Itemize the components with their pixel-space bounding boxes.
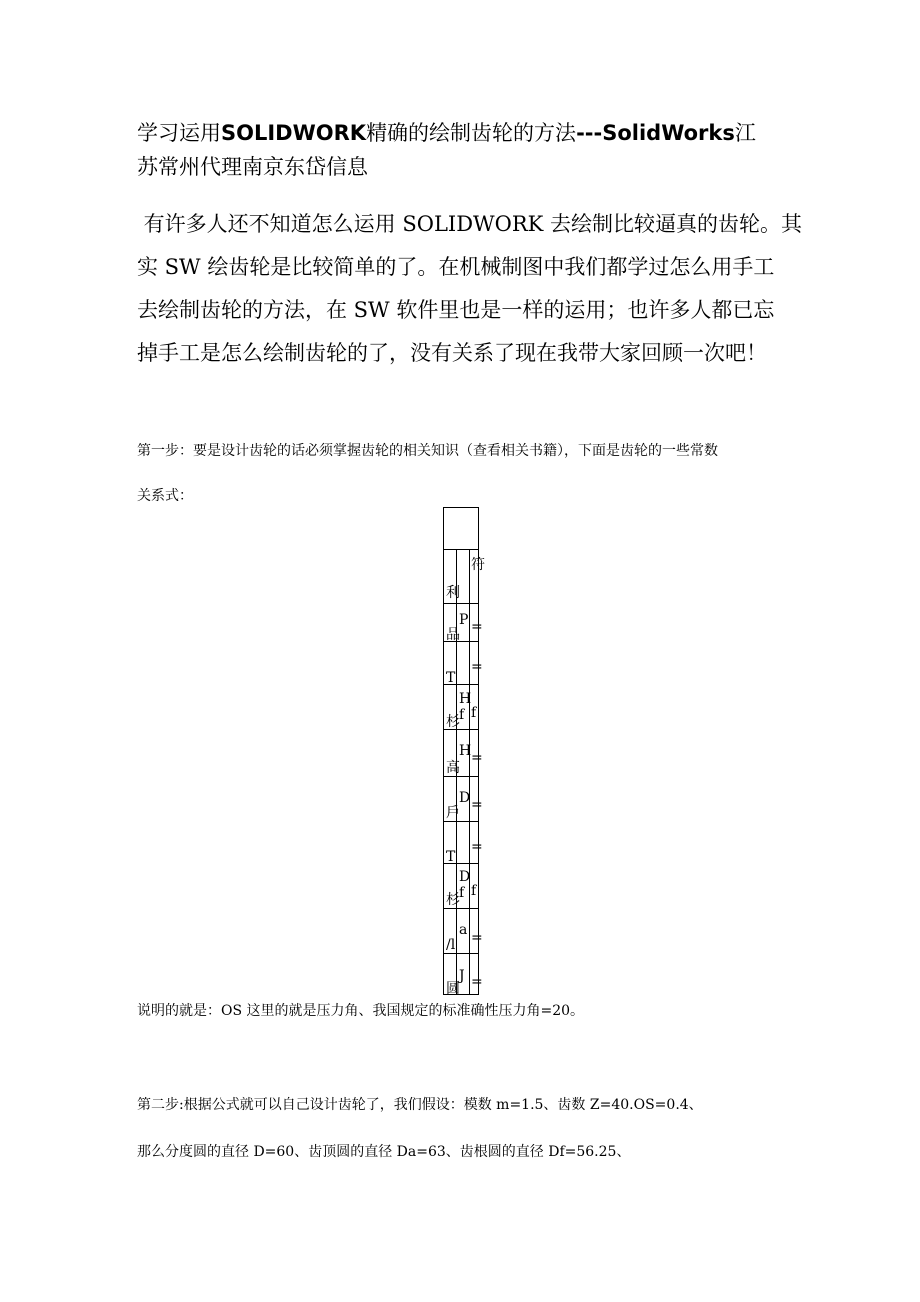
intro-line: 实 SW 绘齿轮是比较简单的了。在机械制图中我们都学过怎么用手工 — [137, 255, 775, 279]
step1-line-2: 关系式： — [137, 488, 193, 504]
table-cell: D — [459, 790, 471, 806]
table-cell: H — [459, 743, 472, 759]
table-cell: f — [471, 705, 477, 721]
table-cell: 圆 — [446, 981, 460, 997]
table-cell: J — [459, 968, 465, 984]
intro-line: 去绘制齿轮的方法，在 SW 软件里也是一样的运用；也许多人都已忘 — [137, 298, 775, 322]
table-cell: 高 — [446, 760, 460, 776]
table-cell: = — [471, 930, 483, 946]
table-cell: = — [471, 659, 483, 675]
step2-line-2: 那么分度圆的直径 D=60、齿顶圆的直径 Da=63、齿根圆的直径 Df=56.25、 — [137, 1144, 631, 1160]
table-cell: f — [459, 885, 465, 901]
table-cell: a — [459, 922, 468, 938]
table-cell: = — [471, 839, 483, 855]
intro-paragraph — [137, 203, 803, 375]
title-part: 江 — [734, 121, 756, 145]
step2-line-1: 第二步:根据公式就可以自己设计齿轮了，我们假设：模数 m=1.5、齿数 Z=40.OS=0.4、 — [137, 1097, 703, 1113]
intro-line: 有许多人还不知道怎么运用 SOLIDWORK 去绘制比较逼真的齿轮。其 — [137, 212, 803, 236]
note-text: 说明的就是：OS 这里的就是压力角、我国规定的标准确性压力角=20。 — [137, 1003, 585, 1019]
table-cell: T — [446, 849, 456, 865]
table-header-cell — [444, 508, 478, 550]
table-cell: 利 — [446, 585, 460, 601]
table-cell: = — [471, 797, 483, 813]
table-cell: 杉 — [446, 714, 460, 730]
table-cell: 符 — [471, 557, 485, 573]
table-row-divider — [444, 953, 478, 954]
title-line-2: 苏常州代理南京东岱信息 — [137, 155, 368, 179]
table-cell: /l — [446, 937, 456, 953]
table-row-divider — [444, 603, 478, 604]
intro-line: 掉手工是怎么绘制齿轮的了，没有关系了现在我带大家回顾一次吧！ — [137, 341, 767, 365]
table-cell: H — [459, 691, 472, 707]
table-cell: P — [459, 612, 469, 628]
table-cell: f — [459, 707, 465, 723]
title-part-solidwork: SOLIDWORK — [221, 121, 367, 145]
title-part-solidworks: ---SolidWorks — [576, 121, 735, 145]
title-part: 精确的绘制齿轮的方法 — [366, 121, 577, 145]
document-title — [137, 116, 797, 184]
table-cell: = — [471, 619, 483, 635]
step1-line-1: 第一步：要是设计齿轮的话必须掌握齿轮的相关知识（查看相关书籍），下面是齿轮的一些常数 — [137, 443, 718, 459]
title-part: 学习运用 — [137, 121, 221, 145]
table-cell: f — [471, 883, 477, 899]
table-row-divider — [444, 821, 478, 822]
table-column-divider — [469, 549, 470, 994]
table-row-divider — [444, 908, 478, 909]
table-cell: D — [459, 869, 471, 885]
table-cell: 杉 — [446, 892, 460, 908]
title-line-1 — [137, 116, 797, 150]
table-cell: = — [471, 974, 483, 990]
table-cell: T — [446, 670, 456, 686]
table-cell: 戶 — [446, 805, 460, 821]
formula-table — [443, 507, 485, 997]
table-cell: = — [471, 750, 483, 766]
table-cell: 品 — [446, 627, 460, 643]
table-row-divider — [444, 776, 478, 777]
